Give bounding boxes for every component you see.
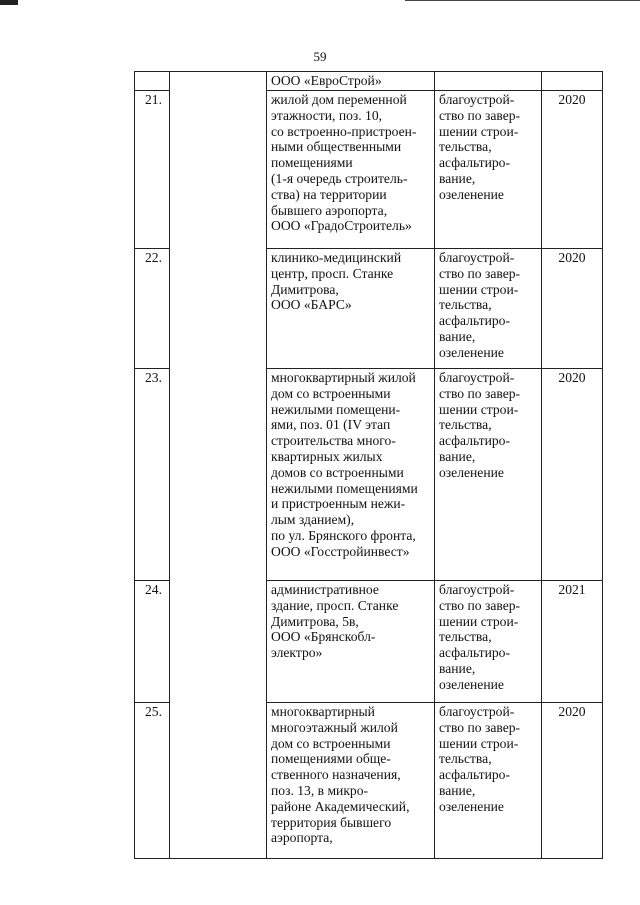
object-cell (267, 703, 435, 859)
work-cell (435, 72, 542, 91)
year-text: 2020 (558, 370, 586, 385)
blank-cell (170, 72, 267, 91)
table-row (135, 249, 603, 369)
work-cell (435, 91, 542, 249)
object-cell (267, 581, 435, 703)
year-text: 2021 (558, 582, 586, 597)
blank-cell (170, 703, 267, 859)
object-cell (267, 369, 435, 581)
row-number: 22. (145, 250, 162, 265)
object-cell (267, 249, 435, 369)
table-row (135, 369, 603, 581)
table-row-continuation (135, 72, 603, 91)
num-cell (135, 703, 170, 859)
table-row (135, 581, 603, 703)
num-cell (135, 72, 170, 91)
work-cell (435, 249, 542, 369)
scan-corner-mark (0, 0, 18, 5)
object-cell (267, 72, 435, 91)
year-cell (542, 72, 603, 91)
work-text: благоустрой- ство по завер- шении строи- тельства, асфальтиро- вание, озеленение (439, 370, 521, 480)
work-text: благоустрой- ство по завер- шении строи- тельства, асфальтиро- вание, озеленение (439, 92, 521, 202)
row-number: 21. (145, 92, 162, 107)
year-cell (542, 581, 603, 703)
work-text: благоустрой- ство по завер- шении строи- тельства, асфальтиро- вание, озеленение (439, 582, 521, 692)
row-number: 25. (145, 704, 162, 719)
work-cell (435, 581, 542, 703)
year-text: 2020 (558, 250, 586, 265)
work-text: благоустрой- ство по завер- шении строи- тельства, асфальтиро- вание, озеленение (439, 250, 521, 360)
work-cell (435, 369, 542, 581)
object-text: многоквартирный жилой дом со встроенными нежилыми помещени- ями, поз. 01 (IV этап строительства много- квартирных жилых домов со встроенными нежилыми помещениями и пристроенным нежи- лым зданием), по ул. Брянского фронта, ООО «Госстройинвест» (271, 370, 418, 559)
num-cell (135, 581, 170, 703)
work-cell (435, 703, 542, 859)
num-cell (135, 91, 170, 249)
year-text: 2020 (558, 704, 586, 719)
num-cell (135, 369, 170, 581)
row-number: 24. (145, 582, 162, 597)
scan-top-line (405, 0, 640, 1)
year-cell (542, 703, 603, 859)
object-text: административное здание, просп. Станке Димитрова, 5в, ООО «Брянскобл- электро» (271, 582, 399, 661)
work-text: благоустрой- ство по завер- шении строи- тельства, асфальтиро- вание, озеленение (439, 704, 521, 814)
works-table (134, 71, 603, 859)
object-cell (267, 91, 435, 249)
object-text: клинико-медицинский центр, просп. Станке Димитрова, ООО «БАРС» (271, 250, 402, 313)
row-number: 23. (145, 370, 162, 385)
blank-cell (170, 91, 267, 249)
year-text: 2020 (558, 92, 586, 107)
object-text: ООО «ЕвроСтрой» (271, 73, 382, 88)
table-row (135, 91, 603, 249)
year-cell (542, 249, 603, 369)
blank-cell (170, 581, 267, 703)
blank-cell (170, 249, 267, 369)
page-number: 59 (313, 49, 327, 64)
object-text: жилой дом переменной этажности, поз. 10, со встроенно-пристроен- ными общественными помещениями (1-я очередь строитель- ства) на территории бывшего аэропорта, ООО «ГрадоСтроитель» (271, 92, 417, 234)
num-cell (135, 249, 170, 369)
table-row (135, 703, 603, 859)
blank-cell (170, 369, 267, 581)
year-cell (542, 91, 603, 249)
year-cell (542, 369, 603, 581)
object-text: многоквартирный многоэтажный жилой дом со встроенными помещениями обще- ственного назначения, поз. 13, в микро- районе Академический, территория бывшего аэропорта, (271, 704, 410, 846)
